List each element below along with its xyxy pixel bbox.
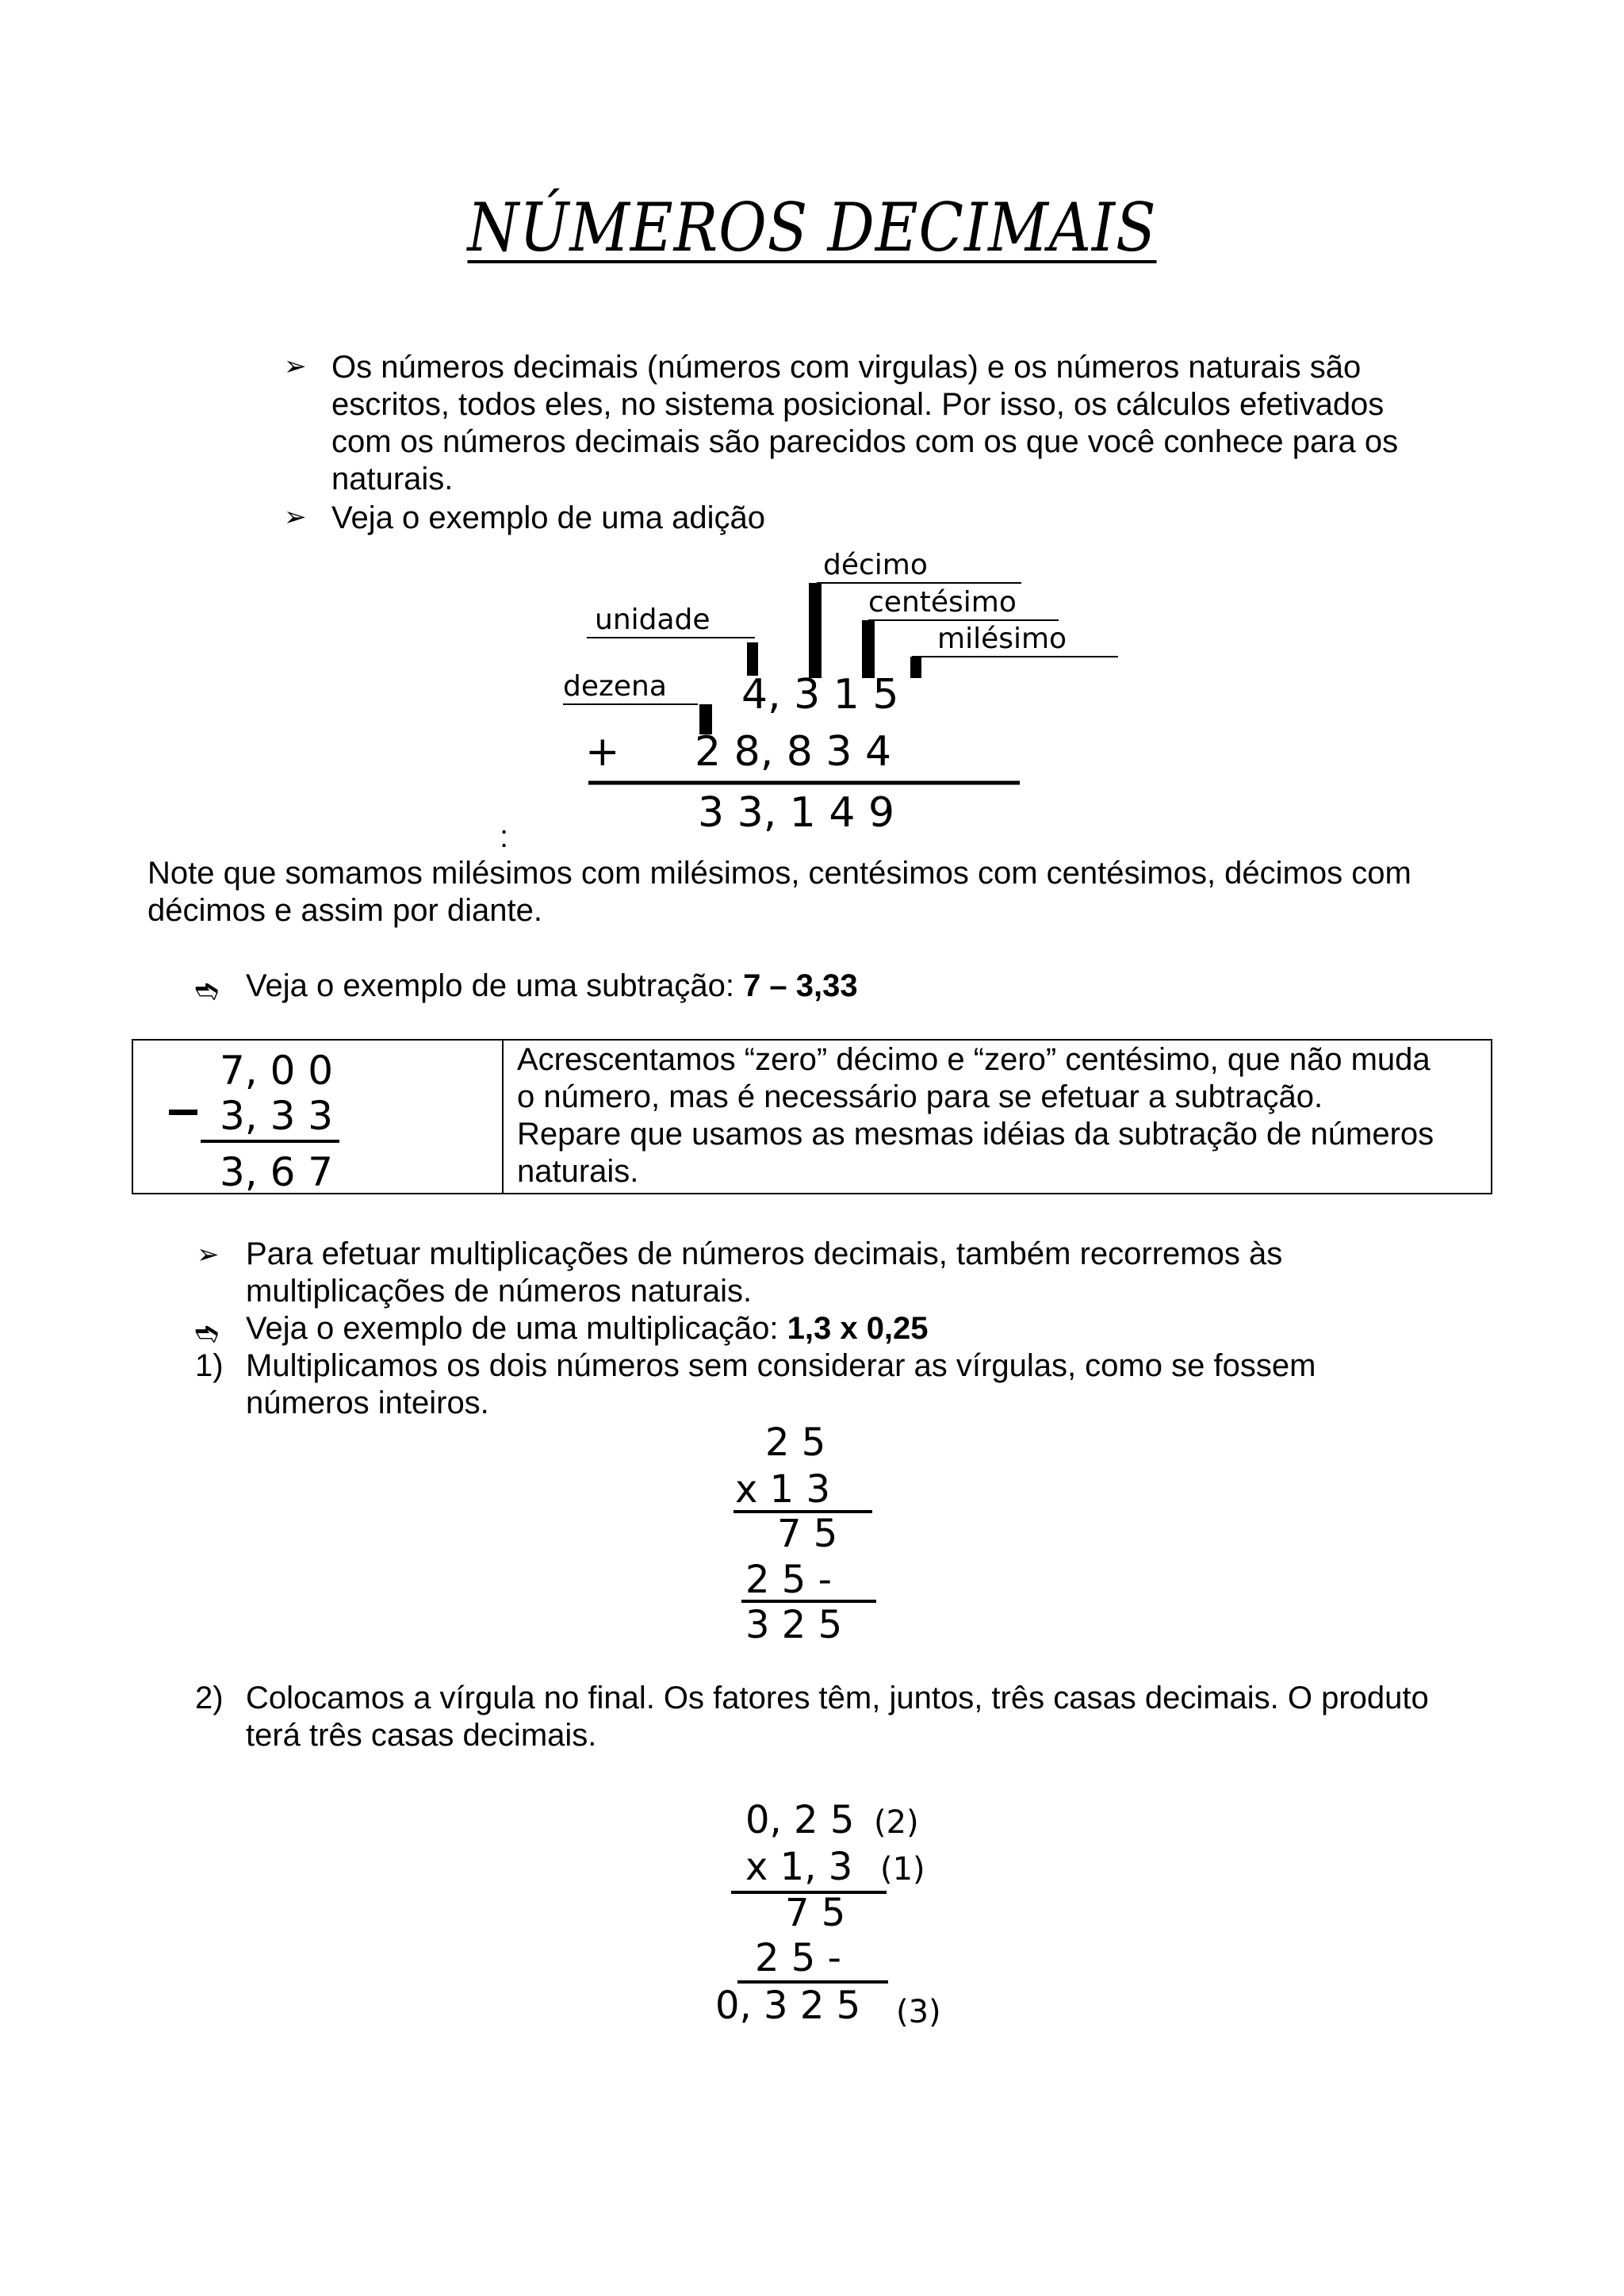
multiplication-figure-2 — [706, 1788, 952, 2034]
check-arrow-icon: ➬ — [195, 1317, 220, 1349]
intro-line: escritos, todos eles, no sistema posicional. Por isso, os cálculos efetivados — [331, 387, 1385, 422]
decimal-places-note-2: (1) — [880, 1851, 925, 1888]
intro-paragraph — [331, 349, 1521, 498]
note-line: Note que somamos milésimos com milésimos, centésimos com centésimos, décimos com — [147, 856, 1411, 891]
intro-line: naturais. — [331, 462, 454, 496]
addend-2: 2 8, 8 3 4 — [695, 728, 892, 776]
decimal-factor-2: x 1, 3 — [745, 1845, 853, 1889]
dezena-label: dezena — [563, 670, 667, 703]
multiplication-line: multiplicações de números naturais. — [246, 1274, 753, 1309]
step-2-line: Colocamos a vírgula no final. Os fatores têm, juntos, três casas decimais. O produto — [246, 1681, 1429, 1715]
note-line: décimos e assim por diante. — [147, 893, 543, 928]
plus-operator: + — [585, 728, 620, 776]
addend-1: 4, 3 1 5 — [741, 671, 899, 719]
subtraction-intro — [246, 968, 858, 1005]
step-1-line: Multiplicamos os dois números sem considerar as vírgulas, como se fossem — [246, 1348, 1316, 1383]
factor-1: 2 5 — [765, 1420, 826, 1465]
milesimo-label: milésimo — [937, 623, 1067, 655]
intro-line: Os números decimais (números com virgulas) e os números naturais são — [331, 350, 1362, 385]
decimo-marker — [809, 583, 822, 678]
colon-mark: : — [500, 819, 509, 854]
addition-figure — [547, 539, 1126, 841]
intro-line: com os números decimais são parecidos com os que você conhece para os — [331, 424, 1399, 459]
explanation-line: o número, mas é necessário para se efetuar a subtração. — [517, 1079, 1323, 1114]
multiplication-example-text: Veja o exemplo de uma multiplicação: — [246, 1311, 787, 1346]
decimal-product: 0, 3 2 5 — [715, 1984, 861, 2028]
step-1-text — [246, 1347, 1515, 1422]
difference-result: 3, 6 7 — [220, 1149, 334, 1193]
step-2-text — [246, 1680, 1562, 1754]
decimo-label: décimo — [823, 549, 928, 581]
product-result: 3 2 5 — [745, 1603, 843, 1646]
subtraction-intro-text: Veja o exemplo de uma subtração: — [246, 968, 744, 1003]
addition-intro: Veja o exemplo de uma adição — [331, 500, 766, 535]
explanation-line: Repare que usamos as mesmas idéias da subtração de números — [517, 1117, 1434, 1152]
decimal-factor-1: 0, 2 5 — [745, 1798, 855, 1842]
unidade-label: unidade — [595, 604, 710, 636]
factor-2: x 1 3 — [735, 1467, 830, 1512]
decimal-partial-1: 7 5 — [785, 1891, 846, 1935]
arrow-bullet-icon: ➢ — [284, 351, 307, 381]
explanation-line: naturais. — [517, 1154, 639, 1189]
partial-product-1: 7 5 — [777, 1512, 838, 1556]
subtraction-expression: 7 – 3,33 — [743, 968, 858, 1003]
note-paragraph — [147, 855, 1543, 930]
page-title: NÚMEROS DECIMAIS — [467, 189, 1157, 266]
partial-product-2: 2 5 - — [745, 1558, 832, 1602]
decimal-places-note-1: (2) — [874, 1804, 919, 1841]
step-2-number: 2) — [195, 1681, 224, 1715]
subtraction-figure — [163, 1041, 345, 1193]
explanation-line: Acrescentamos “zero” décimo e “zero” centésimo, que não muda — [517, 1042, 1431, 1077]
check-arrow-icon: ➬ — [195, 974, 220, 1006]
arrow-bullet-icon: ➢ — [197, 1240, 220, 1270]
multiplication-example — [246, 1310, 929, 1347]
table-divider — [502, 1039, 504, 1194]
milesimo-marker — [910, 657, 921, 678]
step-2-line: terá três casas decimais. — [246, 1718, 597, 1753]
decimal-partial-2: 2 5 - — [755, 1936, 841, 1980]
multiplication-intro — [246, 1236, 1515, 1310]
centesimo-label: centésimo — [868, 586, 1017, 619]
sum-result: 3 3, 1 4 9 — [698, 789, 895, 837]
minus-operator — [169, 1110, 197, 1115]
subtrahend: 3, 3 3 — [220, 1093, 334, 1139]
subtraction-explanation — [517, 1041, 1484, 1190]
multiplication-figure-1 — [726, 1416, 892, 1646]
multiplication-line: Para efetuar multiplicações de números decimais, também recorremos às — [246, 1236, 1283, 1271]
arrow-bullet-icon: ➢ — [284, 502, 307, 532]
step-1-line: números inteiros. — [246, 1386, 489, 1420]
multiplication-expression: 1,3 x 0,25 — [787, 1311, 929, 1346]
minuend: 7, 0 0 — [220, 1048, 334, 1094]
step-1-number: 1) — [195, 1348, 224, 1383]
centesimo-marker — [862, 620, 875, 678]
decimal-places-note-3: (3) — [896, 1994, 941, 2030]
